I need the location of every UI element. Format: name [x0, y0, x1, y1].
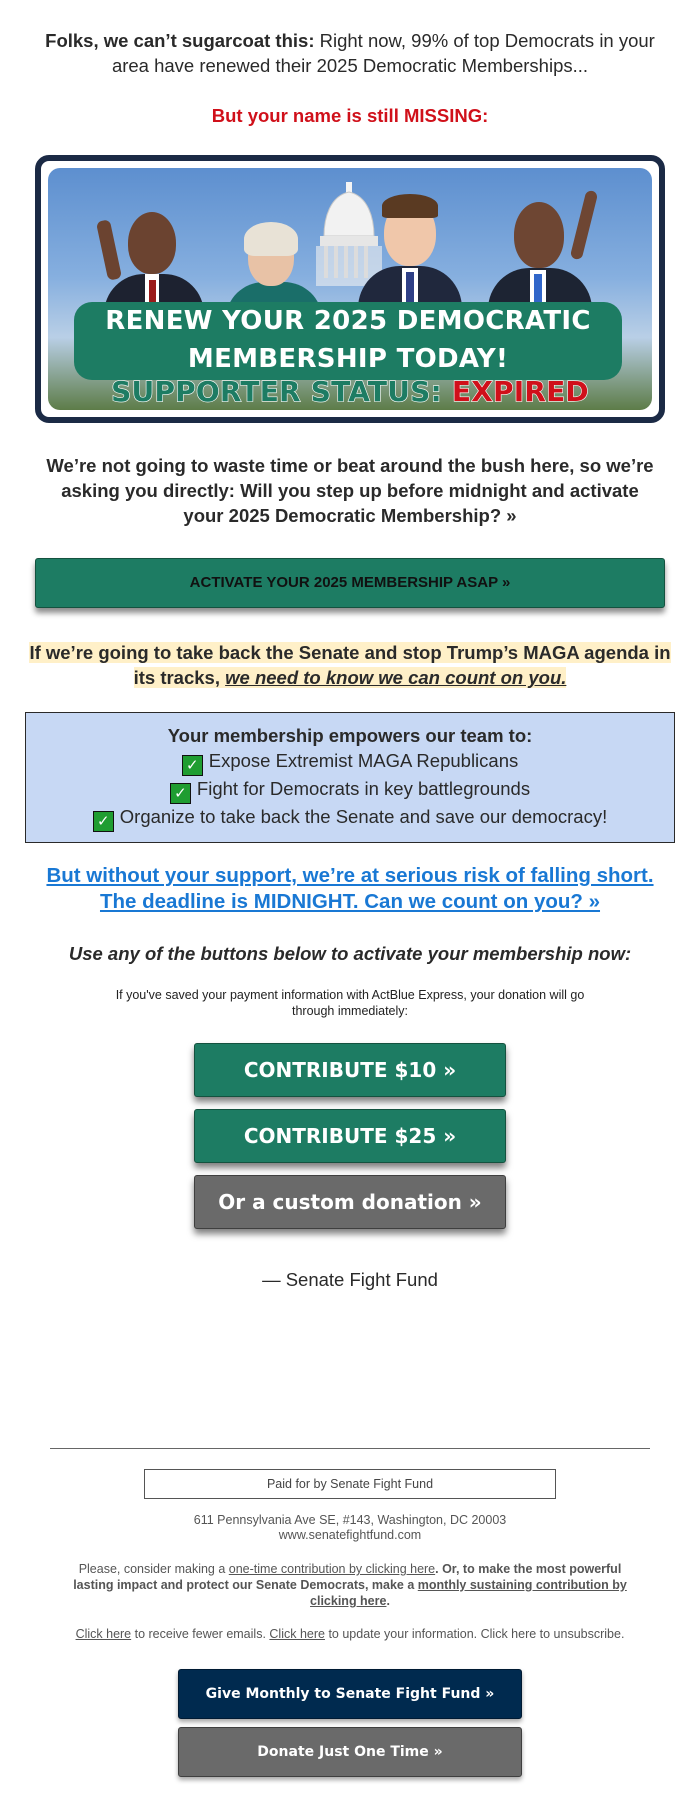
highlight-underlined: we need to know we can count on you. [225, 667, 567, 688]
address-line: 611 Pennsylvania Ave SE, #143, Washington, DC 20003 [193, 1513, 507, 1527]
one-time-contribution-link[interactable]: one-time contribution by clicking here [228, 1562, 436, 1576]
hero-image[interactable] [35, 155, 665, 423]
use-buttons-instruction: Use any of the buttons below to activate your membership now: [68, 943, 632, 964]
empower-heading: Your membership empowers our team to: [167, 725, 533, 746]
risk-link-line2[interactable]: The deadline is MIDNIGHT. Can we count on you? » [99, 890, 601, 913]
checkmark-icon: ✓ [170, 783, 191, 804]
highlight-text [29, 642, 670, 688]
give-monthly-button[interactable]: Give Monthly to Senate Fight Fund » [178, 1669, 522, 1719]
update-info-text: to update your information. Click here to unsubscribe. [324, 1627, 625, 1641]
empower-item [36, 804, 664, 832]
supporter-status [48, 375, 652, 408]
missing-headline: But your name is still MISSING: [211, 105, 489, 126]
risk-link-line1[interactable]: But without your support, we’re at serious risk of falling short. [46, 864, 654, 887]
ask-paragraph: We’re not going to waste time or beat around the bush here, so we’re asking you directly: Will you step up before midnight and activate your 2025 Democratic Membership? » [46, 455, 654, 526]
highlight-plain: If we’re going to take back the Senate and stop Trump’s MAGA agenda in its tracks, [29, 642, 671, 688]
status-value: EXPIRED [451, 375, 589, 408]
highlight-paragraph [20, 640, 680, 690]
custom-donation-button[interactable]: Or a custom donation » [194, 1175, 506, 1229]
contribute-25-button[interactable]: CONTRIBUTE $25 » [194, 1109, 506, 1163]
risk-link-paragraph [20, 863, 680, 915]
donate-one-time-button[interactable]: Donate Just One Time » [178, 1727, 522, 1777]
intro-paragraph [20, 28, 680, 78]
checkmark-icon: ✓ [182, 755, 203, 776]
footer-divider [50, 1448, 650, 1449]
monthly-contribution-link[interactable]: monthly sustaining contribution by clicking here [310, 1578, 627, 1608]
fewer-emails-text: to receive fewer emails. [131, 1627, 270, 1641]
paid-for-disclaimer: Paid for by Senate Fight Fund [144, 1469, 556, 1499]
signoff: — Senate Fight Fund [262, 1269, 438, 1290]
actblue-express-note: If you've saved your payment information with ActBlue Express, your donation will go through immediately: [115, 988, 585, 1018]
website-line: www.senatefightfund.com [278, 1528, 422, 1542]
empower-item [36, 748, 664, 776]
empower-item-text: Expose Extremist MAGA Republicans [208, 750, 519, 771]
please-prefix: Please, consider making a [78, 1562, 229, 1576]
contribute-10-button[interactable]: CONTRIBUTE $10 » [194, 1043, 506, 1097]
hero-banner-line2: MEMBERSHIP TODAY! [187, 344, 509, 374]
empower-item [36, 776, 664, 804]
update-info-link[interactable]: Click here [269, 1627, 325, 1641]
please-end: . [386, 1594, 390, 1608]
hero-photo [48, 168, 652, 410]
hero-banner-line1: RENEW YOUR 2025 DEMOCRATIC [105, 306, 591, 336]
hero-banner [74, 302, 622, 380]
fewer-emails-link[interactable]: Click here [75, 1627, 132, 1641]
activate-membership-button[interactable]: ACTIVATE YOUR 2025 MEMBERSHIP ASAP » [35, 558, 665, 608]
checkmark-icon: ✓ [93, 811, 114, 832]
intro-bold: Folks, we can’t sugarcoat this: [45, 30, 315, 51]
footer-contribution-note [70, 1561, 630, 1609]
empower-box [25, 712, 675, 843]
please-bold: . Or, to make the most powerful lasting impact and protect our Senate Democrats, make a [73, 1562, 622, 1592]
email-preferences [20, 1627, 680, 1641]
email-body [0, 28, 700, 1777]
footer-address [20, 1513, 680, 1543]
empower-item-text: Fight for Democrats in key battlegrounds [196, 778, 531, 799]
empower-item-text: Organize to take back the Senate and save our democracy! [119, 806, 608, 827]
status-label: SUPPORTER STATUS: [111, 375, 452, 408]
intro-text: Right now, 99% of top Democrats in your area have renewed their 2025 Democratic Memberships... [111, 30, 655, 76]
